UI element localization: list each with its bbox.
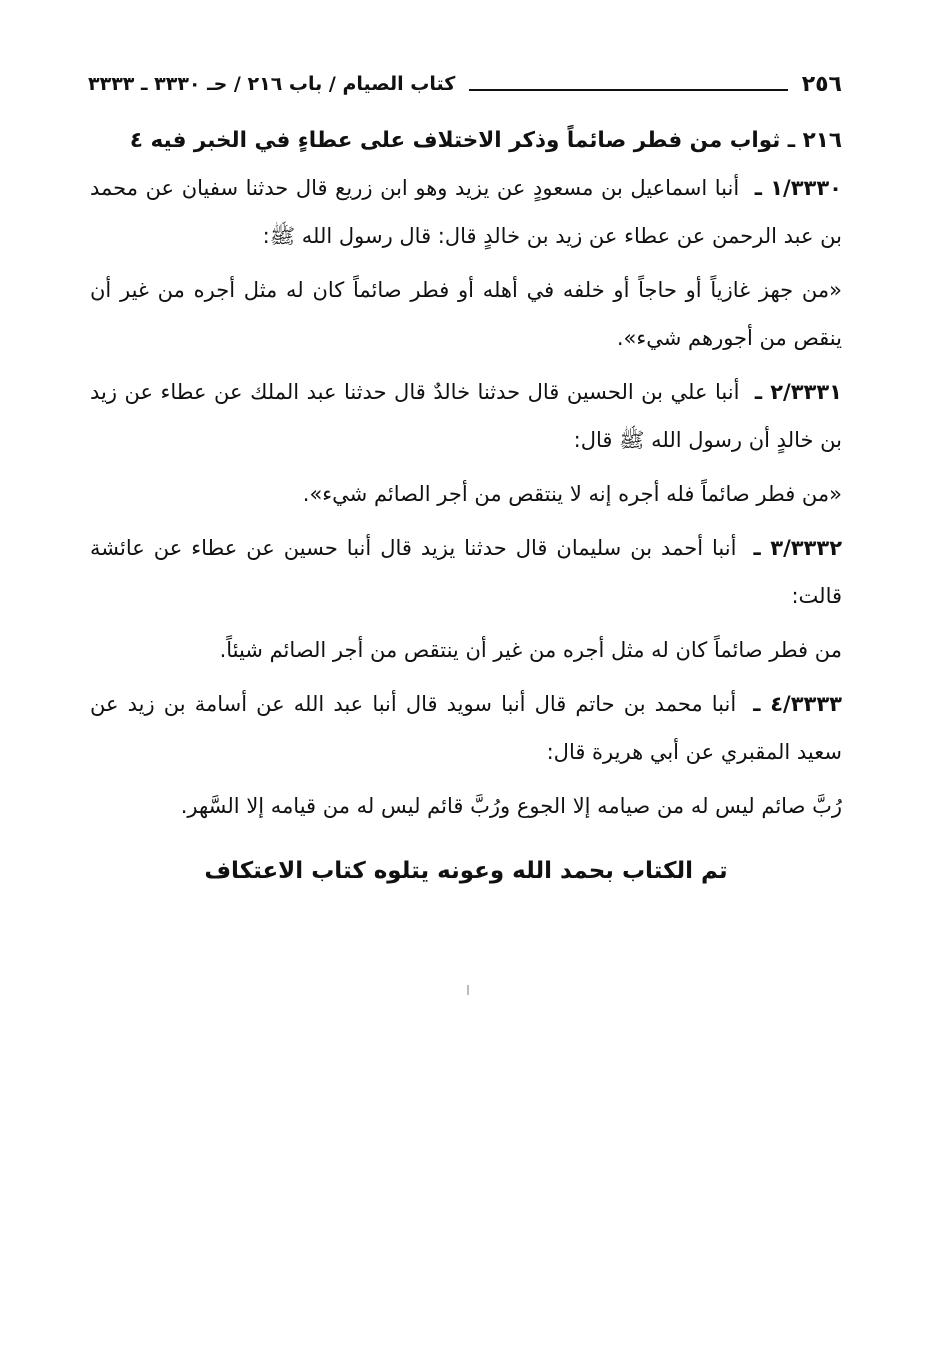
- running-title: كتاب الصيام / باب ٢١٦ / حـ ٣٣٣٠ ـ ٣٣٣٣: [88, 73, 456, 95]
- hadith-number: ٤/٣٣٣٣ ـ: [753, 692, 842, 716]
- hadith-matn: «من جهز غازياً أو حاجاً أو خلفه في أهله أو فطر صائماً كان له مثل أجره من غير أن ينقص من أجورهم شيء».: [90, 278, 842, 350]
- hadith-number: ٣/٣٣٣٢ ـ: [753, 536, 843, 560]
- isnad-text: أنبا أحمد بن سليمان قال حدثنا يزيد قال أنبا حسين عن عطاء عن عائشة قالت:: [90, 536, 842, 608]
- page-body: [90, 118, 842, 830]
- isnad-text: أنبا علي بن الحسين قال حدثنا خالدٌ قال حدثنا عبد الملك عن عطاء عن زيد بن خالدٍ أن رسول الله ﷺ قال:: [90, 380, 842, 452]
- chapter-heading: ٢١٦ ـ ثواب من فطر صائماً وذكر الاختلاف على عطاءٍ في الخبر فيه ٤: [129, 128, 842, 153]
- isnad-text: أنبا محمد بن حاتم قال أنبا سويد قال أنبا عبد الله عن أسامة بن زيد عن سعيد المقبري عن أبي هريرة قال:: [90, 692, 842, 764]
- hadith-matn: من فطر صائماً كان له مثل أجره من غير أن ينتقص من أجر الصائم شيئاً.: [219, 638, 842, 662]
- hadith-isnad: [90, 680, 842, 776]
- hadith-isnad: [90, 164, 842, 260]
- hadith-isnad: [90, 368, 842, 464]
- scan-speck: [467, 985, 469, 995]
- hadith-number: ١/٣٣٣٠ ـ: [754, 176, 842, 200]
- hadith-number: ٢/٣٣٣١ ـ: [754, 380, 842, 404]
- running-header: [88, 64, 842, 104]
- closing-line: تم الكتاب بحمد الله وعونه يتلوه كتاب الاعتكاف: [204, 858, 728, 884]
- header-rule: [469, 89, 787, 91]
- page-number: ٢٥٦: [801, 71, 842, 97]
- hadith-matn: رُبَّ صائم ليس له من صيامه إلا الجوع ورُبَّ قائم ليس له من قيامه إلا السَّهر.: [180, 794, 842, 818]
- hadith-isnad: [90, 524, 842, 620]
- hadith-matn: «من فطر صائماً فله أجره إنه لا ينتقص من أجر الصائم شيء».: [302, 482, 842, 506]
- isnad-text: أنبا اسماعيل بن مسعودٍ عن يزيد وهو ابن زريع قال حدثنا سفيان عن محمد بن عبد الرحمن عن عطاء عن زيد بن خالدٍ قال: قال رسول الله ﷺ:: [90, 176, 842, 248]
